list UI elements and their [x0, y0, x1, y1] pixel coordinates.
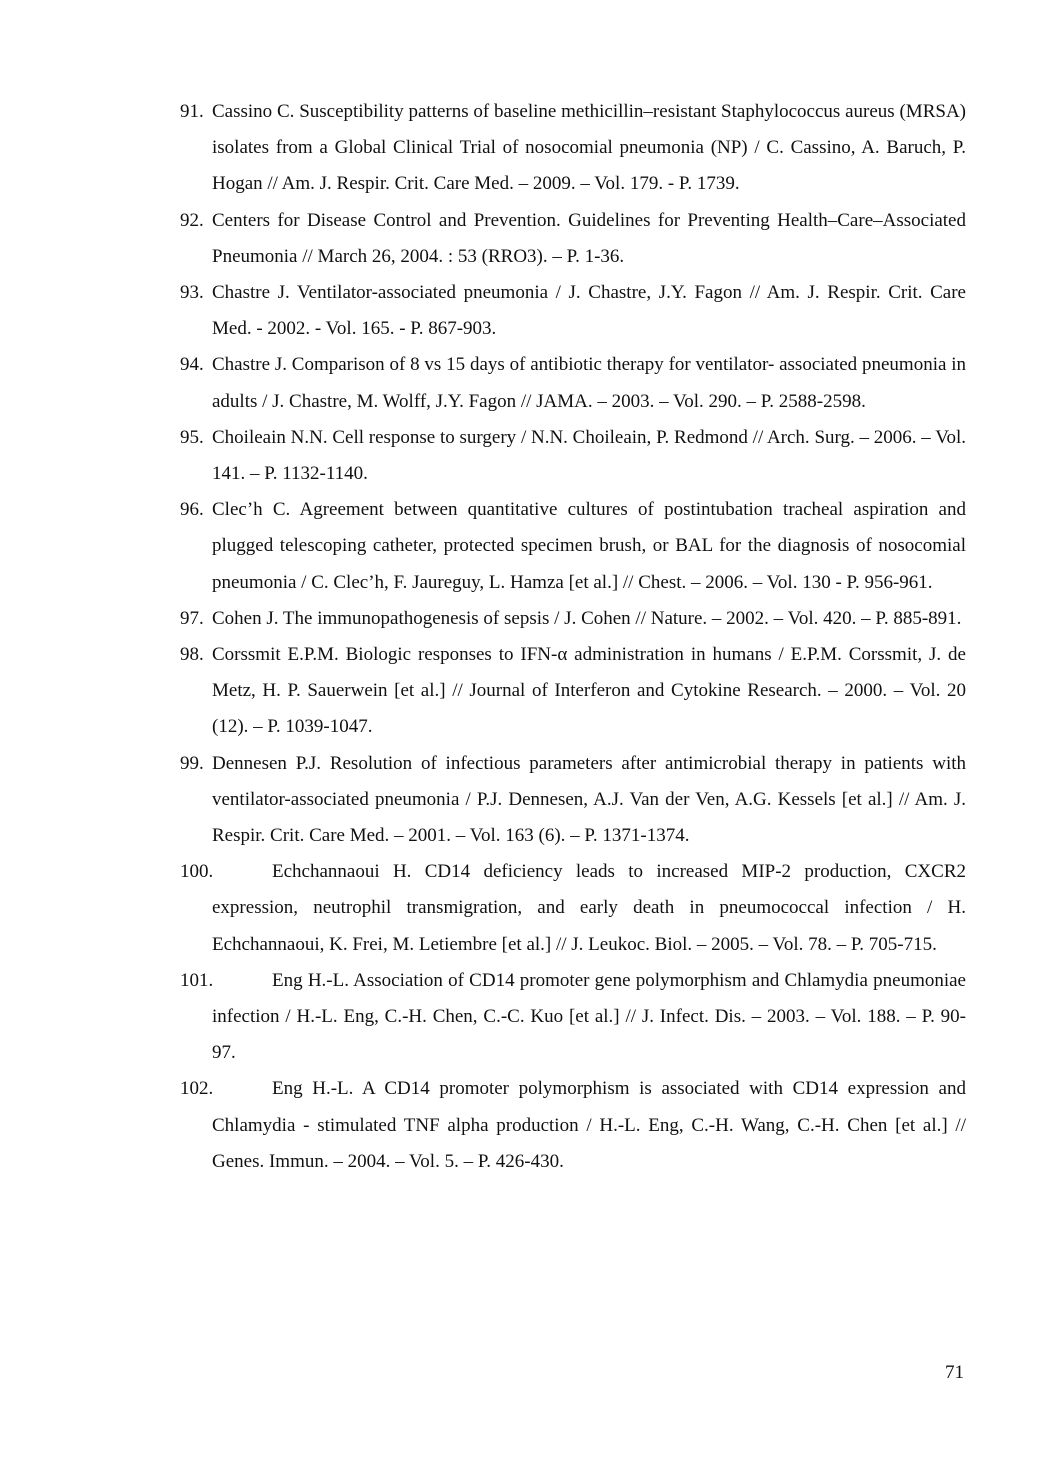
reference-number: 92.: [180, 209, 204, 231]
reference-number: 100.: [180, 861, 214, 883]
reference-text: Eng H.-L. A CD14 promoter polymorphism is associated with CD14 expression and Chlamydia - stimulated TNF alpha production / H.-L. Eng, C.-H. Wang, C.-H. Chen [et al.] // Genes. Immun. – 2004. – Vol. 5. – P. 426-430.: [212, 1078, 966, 1172]
reference-item: [180, 963, 966, 1072]
reference-text: Corssmit E.P.M. Biologic responses to IFN-α administration in humans / E.P.M. Corssmit, J. de Metz, H. P. Sauerwein [et al.] // Journal of Interferon and Cytokine Research. – 2000. – Vol. 20 (12). – P. 1039-1047.: [212, 644, 966, 738]
reference-item: [180, 746, 966, 855]
reference-number: 95.: [180, 426, 204, 448]
reference-number: 97.: [180, 607, 204, 629]
reference-text: Cassino C. Susceptibility patterns of baseline methicillin–resistant Staphylococcus aureus (MRSA) isolates from a Global Clinical Trial of nosocomial pneumonia (NP) / C. Cassino, A. Baruch, P. Hogan // Am. J. Respir. Crit. Care Med. – 2009. – Vol. 179. - P. 1739.: [212, 101, 966, 195]
reference-number: 99.: [180, 752, 204, 774]
reference-number: 101.: [180, 969, 214, 991]
reference-item: [180, 420, 966, 492]
reference-item: [180, 1071, 966, 1180]
reference-item: [180, 492, 966, 601]
page-number: 71: [945, 1362, 964, 1383]
reference-text: Choileain N.N. Cell response to surgery / N.N. Choileain, P. Redmond // Arch. Surg. – 2006. – Vol. 141. – P. 1132-1140.: [212, 426, 966, 485]
reference-item: [180, 637, 966, 746]
reference-text: Chastre J. Comparison of 8 vs 15 days of antibiotic therapy for ventilator- associated pneumonia in adults / J. Chastre, M. Wolff, J.Y. Fagon // JAMA. – 2003. – Vol. 290. – P. 2588-2598.: [212, 354, 966, 412]
reference-number: 91.: [180, 101, 204, 122]
reference-text: Dennesen P.J. Resolution of infectious parameters after antimicrobial therapy in patients with ventilator-associated pneumonia / P.J. Dennesen, A.J. Van der Ven, A.G. Kessels [et al.] // Am. J. Respir. Crit. Care Med. – 2001. – Vol. 163 (6). – P. 1371-1374.: [212, 752, 966, 847]
reference-text: Eng H.-L. Association of CD14 promoter gene polymorphism and Chlamydia pneumoniae infection / H.-L. Eng, C.-H. Chen, C.-C. Kuo [et al.] // J. Infect. Dis. – 2003. – Vol. 188. – P. 90-97.: [212, 969, 966, 1064]
reference-item: [180, 601, 966, 637]
reference-list: [180, 94, 966, 1180]
reference-number: 93.: [180, 282, 204, 304]
reference-item: [180, 854, 966, 963]
reference-text: Clec’h C. Agreement between quantitative cultures of postintubation tracheal aspiration and plugged telescoping catheter, protected specimen brush, or BAL for the diagnosis of nosocomial pneumonia / C. Clec’h, F. Jaureguy, L. Hamza [et al.] // Chest. – 2006. – Vol. 130 - P. 956-961.: [212, 499, 966, 593]
reference-item: [180, 275, 966, 347]
reference-item: [180, 347, 966, 419]
reference-number: 102.: [180, 1078, 214, 1100]
reference-text: Cohen J. The immunopathogenesis of sepsis / J. Cohen // Nature. – 2002. – Vol. 420. – P. 885-891.: [212, 607, 962, 629]
reference-item: [180, 94, 966, 203]
reference-text: Echchannaoui H. CD14 deficiency leads to increased MIP-2 production, CXCR2 expression, neutrophil transmigration, and early death in pneumococcal infection / H. Echchannaoui, K. Frei, M. Letiembre [et al.] // J. Leukoc. Biol. – 2005. – Vol. 78. – P. 705-715.: [212, 861, 966, 955]
reference-number: 94.: [180, 354, 204, 376]
reference-item: [180, 203, 966, 275]
reference-text: Centers for Disease Control and Prevention. Guidelines for Preventing Health–Care–Associated Pneumonia // March 26, 2004. : 53 (RRO3). – P. 1-36.: [212, 209, 966, 267]
reference-text: Chastre J. Ventilator-associated pneumonia / J. Chastre, J.Y. Fagon // Am. J. Respir. Crit. Care Med. - 2002. - Vol. 165. - P. 867-903.: [212, 282, 966, 340]
reference-number: 96.: [180, 499, 204, 521]
reference-number: 98.: [180, 644, 204, 666]
